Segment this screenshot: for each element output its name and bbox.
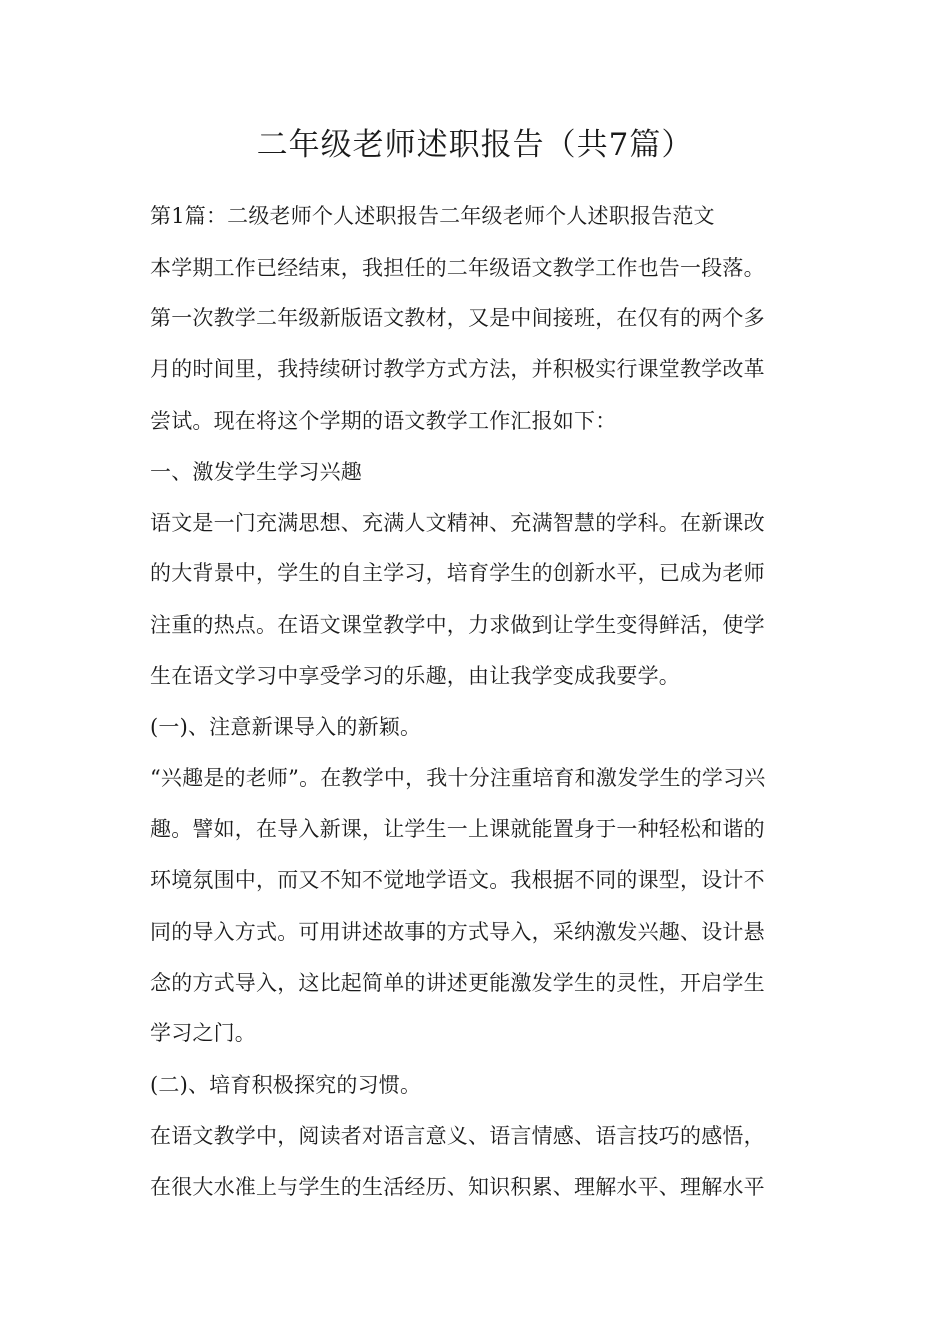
document-title: 二年级老师述职报告（共7篇） [256, 127, 694, 163]
text-line: 生在语文学习中享受学习的乐趣，由让我学变成我要学。 [150, 664, 680, 688]
text-line: 注重的热点。在语文课堂教学中，力求做到让学生变得鲜活，使学 [150, 613, 765, 637]
text-line: 学习之门。 [150, 1021, 256, 1045]
text-line: 语文是一门充满思想、充满人文精神、充满智慧的学科。在新课改 [150, 511, 765, 535]
text-line: “兴趣是的老师”。在教学中，我十分注重培育和激发学生的学习兴 [150, 766, 766, 790]
text-line: 第1篇：二级老师个人述职报告二年级老师个人述职报告范文 [150, 204, 715, 228]
text-line: 在语文教学中，阅读者对语言意义、语言情感、语言技巧的感悟， [150, 1124, 765, 1148]
text-line: 环境氛围中，而又不知不觉地学语文。我根据不同的课型，设计不 [150, 868, 765, 892]
subsection-heading: (二)、培育积极探究的习惯。 [150, 1073, 422, 1097]
text-line: 第一次教学二年级新版语文教材，又是中间接班，在仅有的两个多 [150, 306, 765, 330]
text-line: 本学期工作已经结束，我担任的二年级语文教学工作也告一段落。 [150, 256, 765, 280]
text-line: 尝试。现在将这个学期的语文教学工作汇报如下： [150, 409, 617, 433]
text-line: 在很大水准上与学生的生活经历、知识积累、理解水平、理解水平 [150, 1175, 765, 1199]
section-heading: 一、激发学生学习兴趣 [150, 460, 362, 484]
text-line: 念的方式导入，这比起简单的讲述更能激发学生的灵性，开启学生 [150, 971, 765, 995]
text-line: 的大背景中，学生的自主学习，培育学生的创新水平，已成为老师 [150, 561, 765, 585]
text-line: 趣。譬如，在导入新课，让学生一上课就能置身于一种轻松和谐的 [150, 817, 765, 841]
text-line: 同的导入方式。可用讲述故事的方式导入，采纳激发兴趣、设计悬 [150, 920, 765, 944]
text-line: 月的时间里，我持续研讨教学方式方法，并积极实行课堂教学改革 [150, 357, 765, 381]
subsection-heading: (一)、注意新课导入的新颖。 [150, 715, 422, 739]
